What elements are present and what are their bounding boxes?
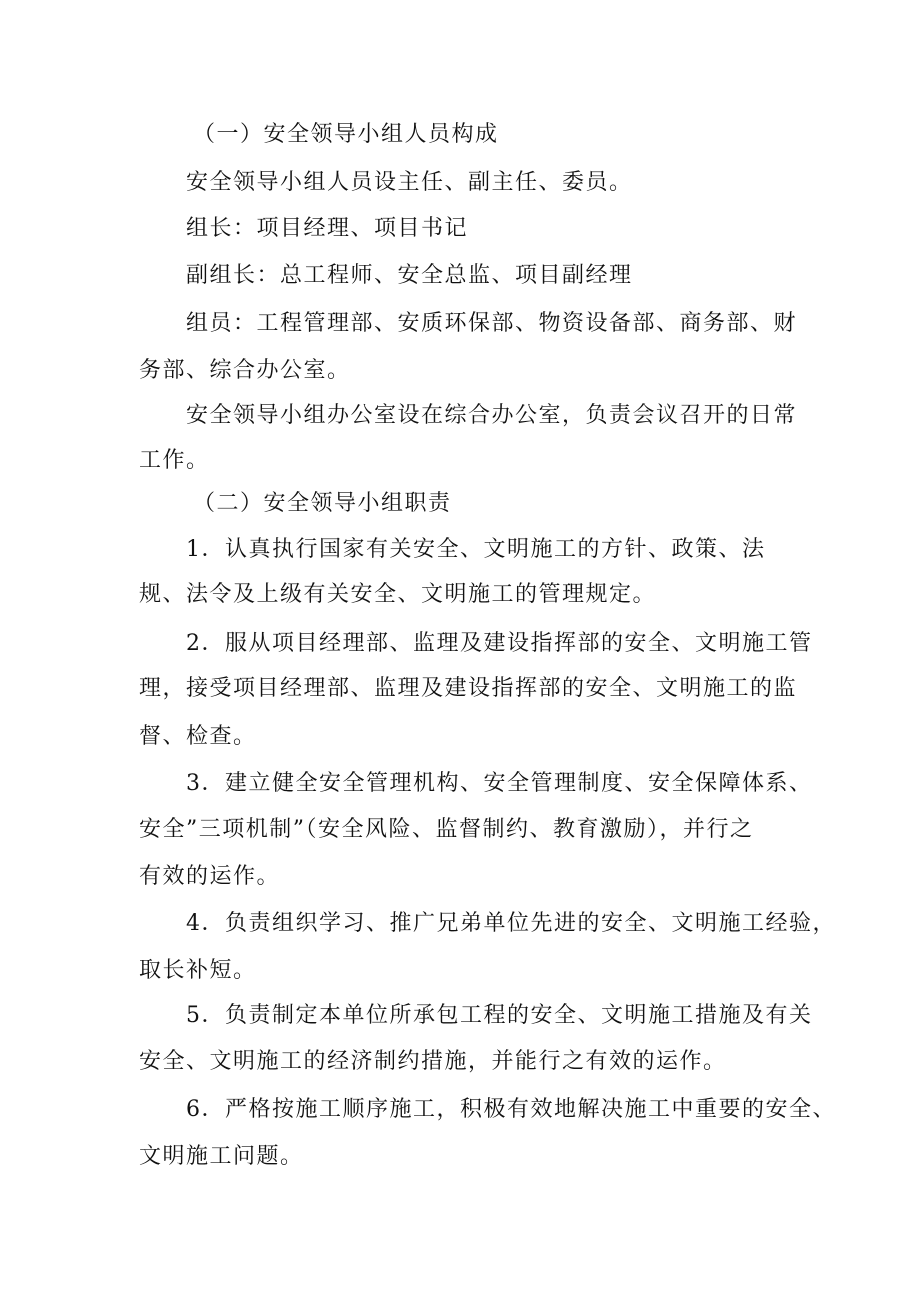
paragraph-text: 务部、综合办公室。 bbox=[139, 358, 351, 383]
list-item-text: 督、检查。 bbox=[139, 724, 257, 749]
list-item-text: 取长补短。 bbox=[139, 958, 257, 983]
list-item-text: 4．负责组织学习、推广兄弟单位先进的安全、文明施工经验， bbox=[186, 911, 836, 936]
list-item-text: 安全、文明施工的经济制约措施，并能行之有效的运作。 bbox=[139, 1049, 727, 1074]
list-item-text: 文明施工问题。 bbox=[139, 1144, 304, 1169]
list-item-text: 安全”三项机制”（安全风险、监督制约、教育激励），并行之 bbox=[139, 817, 754, 842]
paragraph-text: 组员：工程管理部、安质环保部、物资设备部、商务部、财 bbox=[186, 311, 798, 336]
paragraph-text: 工作。 bbox=[139, 448, 210, 473]
list-item-text: 理，接受项目经理部、监理及建设指挥部的安全、文明施工的监 bbox=[139, 676, 798, 701]
list-item-text: 5．负责制定本单位所承包工程的安全、文明施工措施及有关 bbox=[186, 1003, 813, 1028]
list-item-text: 1．认真执行国家有关安全、文明施工的方针、政策、法 bbox=[186, 537, 766, 562]
section-heading-2: （二）安全领导小组职责 bbox=[193, 491, 452, 516]
paragraph-text: 安全领导小组人员设主任、副主任、委员。 bbox=[186, 170, 633, 195]
paragraph-text: 副组长：总工程师、安全总监、项目副经理 bbox=[186, 263, 633, 288]
list-item-text: 有效的运作。 bbox=[139, 864, 281, 889]
list-item-text: 6．严格按施工顺序施工，积极有效地解决施工中重要的安全、 bbox=[186, 1097, 836, 1122]
section-heading-1: （一）安全领导小组人员构成 bbox=[193, 122, 499, 147]
paragraph-text: 组长：项目经理、项目书记 bbox=[186, 216, 469, 241]
list-item-text: 3．建立健全安全管理机构、安全管理制度、安全保障体系、 bbox=[186, 771, 813, 796]
paragraph-text: 安全领导小组办公室设在综合办公室，负责会议召开的日常 bbox=[186, 403, 798, 428]
list-item-text: 2．服从项目经理部、监理及建设指挥部的安全、文明施工管 bbox=[186, 631, 813, 656]
list-item-text: 规、法令及上级有关安全、文明施工的管理规定。 bbox=[139, 582, 657, 607]
